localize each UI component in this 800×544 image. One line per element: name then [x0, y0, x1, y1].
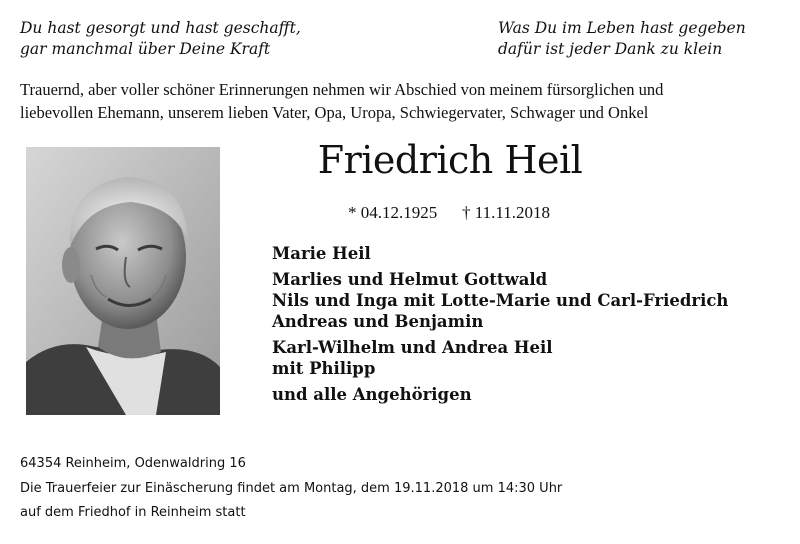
quote-left-line-2: gar manchmal über Deine Kraft [20, 40, 271, 58]
address-line: 64354 Reinheim, Odenwaldring 16 [20, 456, 246, 471]
death-date: † 11.11.2018 [462, 203, 550, 222]
quote-left [20, 18, 380, 60]
ceremony-line-1: Die Trauerfeier zur Einäscherung findet am Montag, dem 19.11.2018 um 14:30 Uhr [20, 481, 563, 496]
mourner-line: mit Philipp [272, 359, 376, 378]
ceremony-line-2: auf dem Friedhof in Reinheim statt [20, 505, 246, 520]
quote-left-line-1: Du hast gesorgt und hast geschafft, [20, 19, 301, 37]
quote-right [498, 18, 798, 60]
portrait-image [26, 147, 220, 415]
mourner-line: Marie Heil [272, 244, 371, 263]
intro-line-1: Trauernd, aber voller schöner Erinnerungen nehmen wir Abschied von meinem fürsorglichen und [20, 80, 664, 99]
mourner-line: Nils und Inga mit Lotte-Marie und Carl-Friedrich [272, 291, 729, 310]
quote-right-line-2: dafür ist jeder Dank zu klein [498, 40, 723, 58]
quote-right-line-1: Was Du im Leben hast gegeben [498, 19, 746, 37]
mourner-line: Karl-Wilhelm und Andrea Heil [272, 338, 553, 357]
mourner-line: Marlies und Helmut Gottwald [272, 270, 548, 289]
mourner-line: Andreas und Benjamin [272, 312, 484, 331]
birth-date: * 04.12.1925 [348, 203, 438, 222]
mourner-line: und alle Angehörigen [272, 385, 472, 404]
mourners-list [272, 243, 792, 405]
portrait-photo [26, 147, 220, 415]
intro-text [20, 78, 790, 124]
deceased-name: Friedrich Heil [317, 138, 583, 182]
intro-line-2: liebevollen Ehemann, unserem lieben Vater, Opa, Uropa, Schwiegervater, Schwager und Onkel [20, 103, 649, 122]
